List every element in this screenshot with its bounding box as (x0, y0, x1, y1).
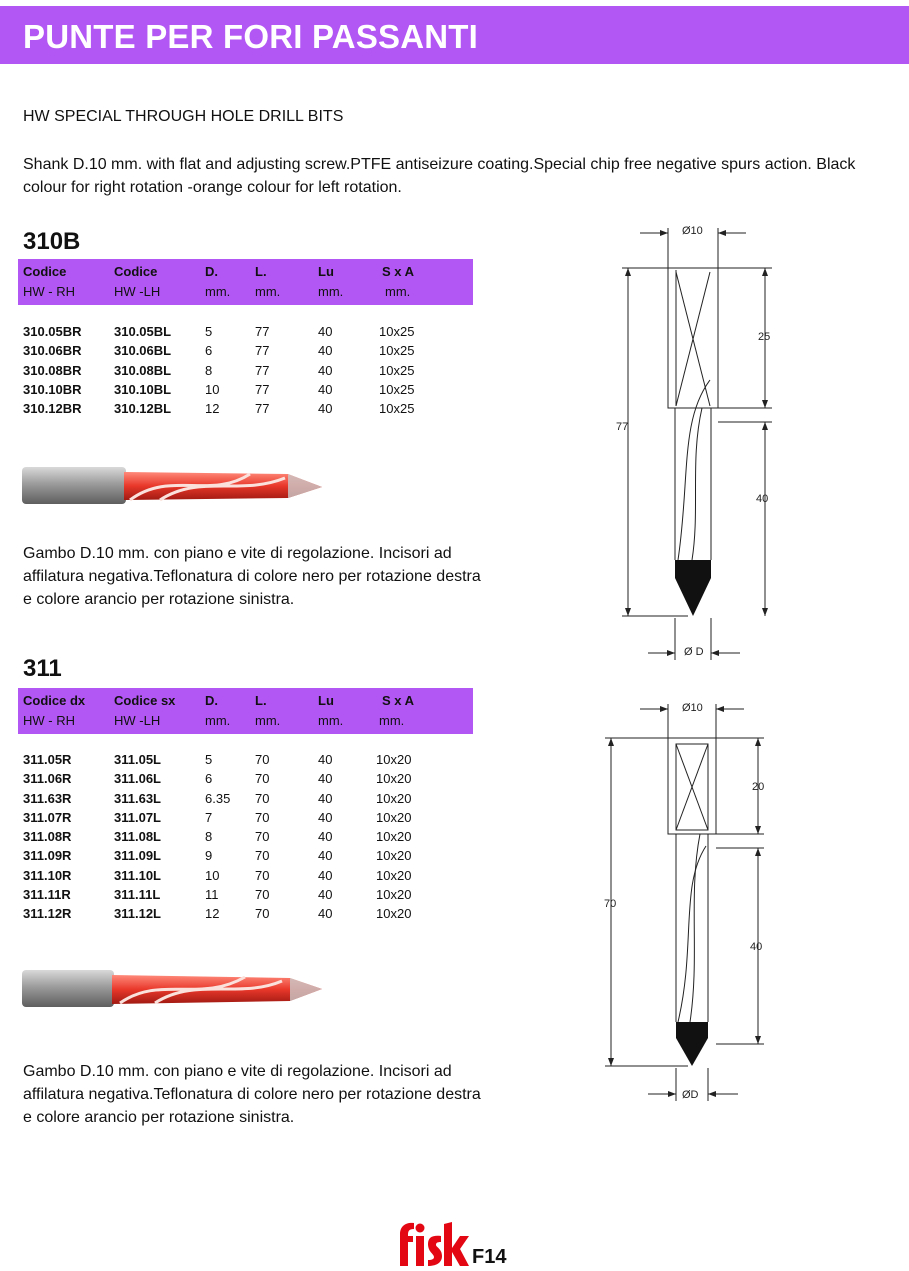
code-lh-cell: 311.11L (114, 886, 161, 902)
dim-shank-length: 20 (752, 781, 765, 793)
header-length: L. (255, 264, 267, 279)
useful-length-cell: 40 (318, 809, 333, 825)
table-row (0, 363, 470, 382)
useful-length-cell: 40 (318, 848, 333, 864)
dim-top-diameter: Ø10 (682, 225, 703, 237)
dim-bottom-diameter: Ø D (684, 646, 704, 658)
diameter-cell: 10 (205, 867, 220, 883)
code-lh-cell: 311.63L (114, 790, 161, 806)
table-row (0, 810, 470, 829)
table-row (0, 752, 470, 771)
code-rh-cell: 311.12R (23, 906, 72, 921)
table-row (0, 771, 470, 790)
header-length: L. (255, 693, 267, 708)
dim-total-length: 70 (604, 898, 617, 910)
header-useful-length-unit: mm. (318, 713, 344, 728)
series-title-310b: 310B (23, 228, 81, 255)
table-header-310b (18, 259, 473, 305)
code-lh-cell: 310.08BL (114, 362, 172, 378)
header-shank: S x A (382, 693, 415, 708)
code-lh-cell: 310.10BL (114, 381, 172, 397)
dim-bottom-diameter: ØD (682, 1089, 699, 1101)
length-cell: 70 (255, 752, 270, 767)
code-lh-cell: 311.10L (114, 867, 161, 883)
code-lh-cell: 310.05BL (114, 324, 172, 339)
code-lh-cell: 311.08L (114, 829, 161, 844)
code-lh-cell: 311.05L (114, 752, 161, 767)
table-row (0, 829, 470, 848)
diameter-cell: 5 (205, 752, 213, 767)
header-useful-length-unit: mm. (318, 284, 344, 299)
length-cell: 77 (255, 343, 270, 359)
useful-length-cell: 40 (318, 867, 333, 883)
header-diameter: D. (205, 264, 218, 279)
table-row (0, 906, 470, 925)
header-code-rh-sub: HW - RH (23, 284, 75, 299)
length-cell: 77 (255, 324, 270, 339)
code-rh-cell: 310.10BR (23, 381, 82, 397)
length-cell: 77 (255, 362, 270, 378)
code-rh-cell: 311.08R (23, 829, 72, 844)
diameter-cell: 10 (205, 381, 220, 397)
shank-cell: 10x25 (379, 401, 415, 416)
useful-length-cell: 40 (318, 381, 333, 397)
header-useful-length: Lu (318, 264, 334, 279)
dim-useful-length: 40 (750, 941, 763, 953)
table-row (0, 382, 470, 401)
useful-length-cell: 40 (318, 829, 333, 844)
technical-drawing-311 (596, 696, 776, 1106)
diameter-cell: 8 (205, 829, 213, 844)
code-rh-cell: 311.11R (23, 886, 71, 902)
header-code-sx-sub: HW -LH (114, 713, 161, 728)
diameter-cell: 11 (205, 886, 219, 902)
shank-cell: 10x20 (376, 771, 412, 787)
drill-photo-311 (20, 965, 325, 1013)
dim-useful-length: 40 (756, 493, 769, 505)
table-row (0, 343, 470, 362)
table-row (0, 401, 470, 420)
header-shank-unit: mm. (385, 284, 411, 299)
useful-length-cell: 40 (318, 752, 333, 767)
useful-length-cell: 40 (318, 790, 333, 806)
technical-drawing-310b (600, 220, 780, 660)
brand-logo (398, 1220, 470, 1268)
dim-top-diameter: Ø10 (682, 702, 703, 714)
shank-cell: 10x25 (379, 324, 415, 339)
page-number: F14 (472, 1246, 507, 1268)
length-cell: 70 (255, 867, 270, 883)
code-rh-cell: 311.09R (23, 848, 72, 864)
length-cell: 70 (255, 829, 270, 844)
shank-cell: 10x25 (379, 343, 415, 359)
diameter-cell: 8 (205, 362, 213, 378)
shank-cell: 10x20 (376, 790, 412, 806)
length-cell: 70 (255, 886, 270, 902)
code-rh-cell: 311.07R (23, 809, 72, 825)
title-bar (0, 6, 909, 64)
header-code-lh-sub: HW -LH (114, 284, 161, 299)
useful-length-cell: 40 (318, 401, 333, 416)
code-lh-cell: 311.07L (114, 809, 161, 825)
table-row (0, 887, 470, 906)
code-rh-cell: 310.05BR (23, 324, 82, 339)
diameter-cell: 5 (205, 324, 213, 339)
code-rh-cell: 311.06R (23, 771, 72, 787)
dim-total-length: 77 (616, 421, 629, 433)
diameter-cell: 12 (205, 906, 220, 921)
table-header-311 (18, 688, 473, 734)
page-title: PUNTE PER FORI PASSANTI (23, 18, 479, 55)
subtitle: HW SPECIAL THROUGH HOLE DRILL BITS (23, 108, 344, 125)
code-lh-cell: 311.09L (114, 848, 161, 864)
header-length-unit: mm. (255, 284, 281, 299)
shank-cell: 10x20 (376, 906, 412, 921)
shank-cell: 10x20 (376, 809, 412, 825)
useful-length-cell: 40 (318, 324, 333, 339)
table-row (0, 868, 470, 887)
length-cell: 70 (255, 906, 270, 921)
description-it-311: Gambo D.10 mm. con piano e vite di regolazione. Incisori ad affilatura negativa.Teflonatura di colore nero per rotazione destra e colore arancio per rotazione sinistra. (23, 1063, 481, 1126)
code-lh-cell: 311.06L (114, 771, 161, 787)
length-cell: 70 (255, 809, 270, 825)
table-row (0, 324, 470, 343)
header-diameter-unit: mm. (205, 284, 231, 299)
diameter-cell: 7 (205, 809, 213, 825)
header-shank-unit: mm. (379, 713, 405, 728)
code-rh-cell: 310.06BR (23, 343, 82, 359)
shank-cell: 10x20 (376, 752, 412, 767)
length-cell: 70 (255, 771, 270, 787)
header-code-sx: Codice sx (114, 693, 176, 708)
useful-length-cell: 40 (318, 343, 333, 359)
drill-photo-310b (20, 460, 325, 510)
header-code-lh: Codice (114, 264, 158, 279)
code-lh-cell: 310.12BL (114, 401, 172, 416)
header-code-dx-sub: HW - RH (23, 713, 75, 728)
code-lh-cell: 311.12L (114, 906, 161, 921)
diameter-cell: 6 (205, 771, 213, 787)
useful-length-cell: 40 (318, 362, 333, 378)
header-diameter: D. (205, 693, 218, 708)
header-code-dx: Codice dx (23, 693, 86, 708)
header-useful-length: Lu (318, 693, 334, 708)
shank-cell: 10x20 (376, 886, 412, 902)
code-rh-cell: 311.63R (23, 790, 72, 806)
diameter-cell: 6.35 (205, 790, 231, 806)
shank-cell: 10x20 (376, 848, 412, 864)
useful-length-cell: 40 (318, 771, 333, 787)
dim-shank-length: 25 (758, 331, 771, 343)
description-it-310b: Gambo D.10 mm. con piano e vite di regolazione. Incisori ad affilatura negativa.Teflonatura di colore nero per rotazione destra e colore arancio per rotazione sinistra. (23, 545, 481, 608)
length-cell: 77 (255, 381, 270, 397)
diameter-cell: 9 (205, 848, 213, 864)
code-rh-cell: 311.05R (23, 752, 72, 767)
shank-cell: 10x20 (376, 867, 412, 883)
header-length-unit: mm. (255, 713, 281, 728)
length-cell: 70 (255, 848, 270, 864)
table-row (0, 791, 470, 810)
diameter-cell: 12 (205, 401, 220, 416)
code-rh-cell: 310.08BR (23, 362, 82, 378)
table-row (0, 848, 470, 867)
code-lh-cell: 310.06BL (114, 343, 172, 359)
useful-length-cell: 40 (318, 906, 333, 921)
code-rh-cell: 311.10R (23, 867, 72, 883)
shank-cell: 10x25 (379, 381, 415, 397)
header-code-rh: Codice (23, 264, 67, 279)
header-shank: S x A (382, 264, 415, 279)
shank-cell: 10x20 (376, 829, 412, 844)
description-en: Shank D.10 mm. with flat and adjusting screw.PTFE antiseizure coating.Special chip free negative spurs action. Black colour for right rotation -orange colour for left rotation. (23, 156, 856, 196)
header-diameter-unit: mm. (205, 713, 231, 728)
series-title-311: 311 (23, 655, 62, 682)
length-cell: 70 (255, 790, 270, 806)
useful-length-cell: 40 (318, 886, 333, 902)
length-cell: 77 (255, 401, 270, 416)
shank-cell: 10x25 (379, 362, 415, 378)
code-rh-cell: 310.12BR (23, 401, 82, 416)
diameter-cell: 6 (205, 343, 213, 359)
